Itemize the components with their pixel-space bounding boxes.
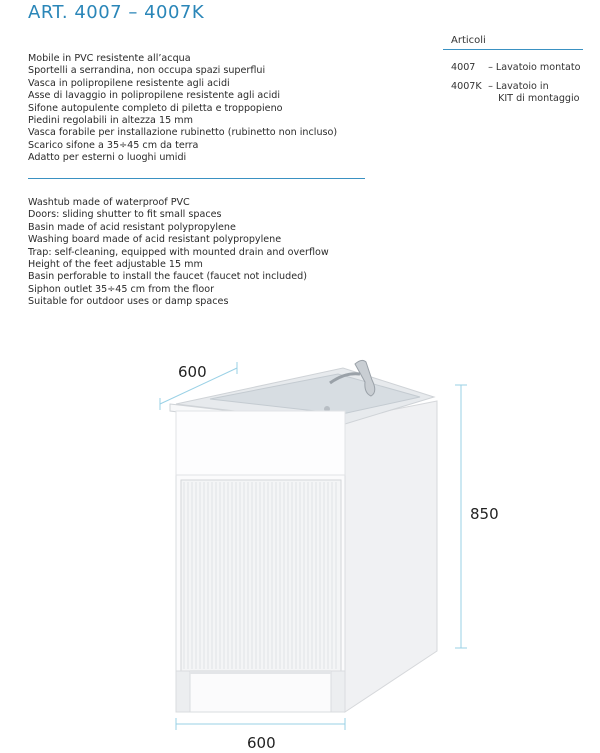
feature-item: Basin made of acid resistant polypropylene bbox=[28, 221, 236, 233]
feature-item: Height of the feet adjustable 15 mm bbox=[28, 259, 203, 271]
feature-item: Sifone autopulente completo di piletta e troppopieno bbox=[28, 102, 283, 114]
feature-item: Suitable for outdoor uses or damp spaces bbox=[28, 296, 229, 308]
article-code: 4007 bbox=[451, 62, 476, 73]
washtub-cabinet bbox=[170, 360, 437, 712]
feature-item: Vasca forabile per installazione rubinetto (rubinetto non incluso) bbox=[28, 127, 338, 139]
feature-item: Piedini regolabili in altezza 15 mm bbox=[28, 115, 193, 127]
article-code: 4007K bbox=[451, 81, 482, 92]
feature-item: Siphon outlet 35÷45 cm from the floor bbox=[28, 283, 215, 295]
depth-dimension: 600 bbox=[178, 363, 207, 381]
article-description: – Lavatoio in bbox=[488, 81, 549, 92]
feature-item: Washing board made of acid resistant polypropylene bbox=[28, 234, 282, 246]
width-dimension: 600 bbox=[247, 734, 276, 752]
feature-item: Washtub made of waterproof PVC bbox=[28, 197, 190, 208]
feature-item: Asse di lavaggio in polipropilene resistente agli acidi bbox=[28, 90, 280, 102]
feature-item: Mobile in PVC resistente all’acqua bbox=[28, 53, 191, 64]
feature-item: Doors: sliding shutter to fit small spaces bbox=[28, 209, 222, 221]
articoli-heading: Articoli bbox=[451, 35, 486, 46]
feature-item: Scarico sifone a 35÷45 cm da terra bbox=[28, 139, 199, 151]
feature-item: Basin perforable to install the faucet (faucet not included) bbox=[28, 271, 307, 283]
article-description-cont: KIT di montaggio bbox=[498, 93, 580, 104]
feature-item: Adatto per esterni o luoghi umidi bbox=[28, 152, 187, 164]
height-dimension: 850 bbox=[470, 505, 499, 523]
feature-item: Sportelli a serrandina, non occupa spazi superflui bbox=[28, 65, 266, 77]
feature-item: Vasca in polipropilene resistente agli acidi bbox=[28, 77, 230, 89]
product-title: ART. 4007 – 4007K bbox=[28, 2, 205, 23]
article-description: – Lavatoio montato bbox=[488, 62, 581, 73]
feature-item: Trap: self-cleaning, equipped with mounted drain and overflow bbox=[28, 246, 329, 258]
